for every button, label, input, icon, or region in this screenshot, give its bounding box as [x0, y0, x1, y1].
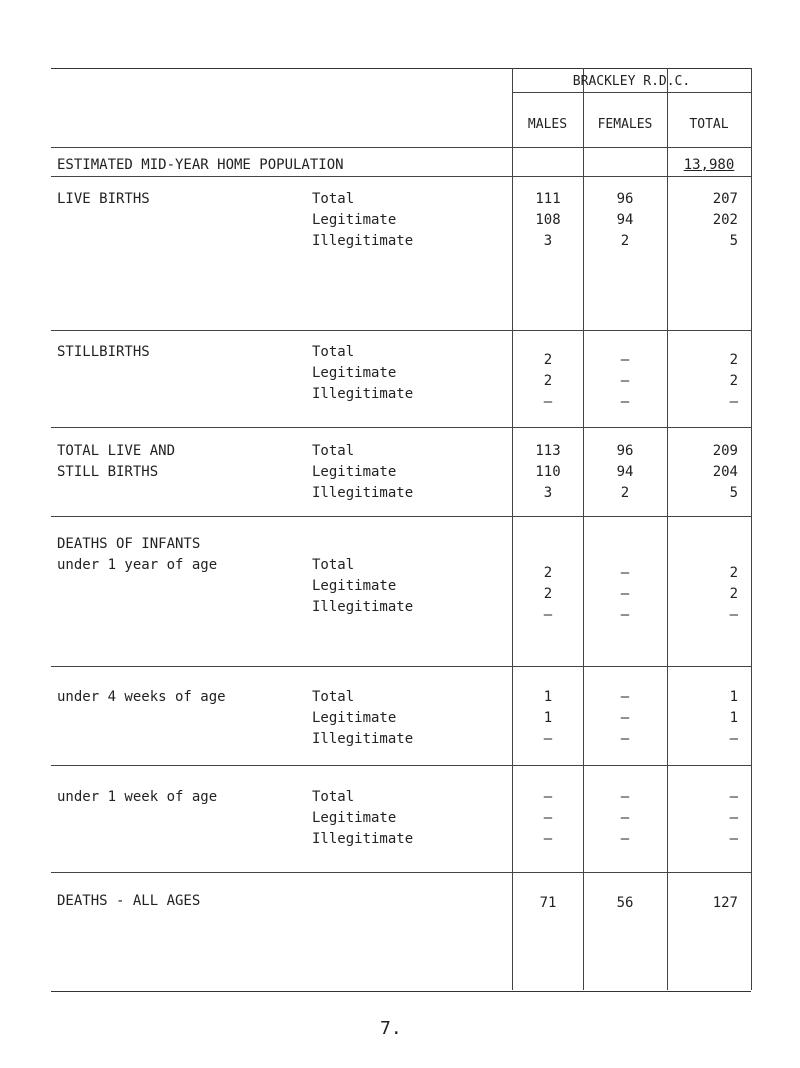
- section-title: under 4 weeks of age: [57, 689, 226, 705]
- row-label: Legitimate: [312, 710, 397, 726]
- cell-total: 2: [729, 586, 738, 602]
- cell-total: 2: [729, 373, 738, 389]
- section-title: DEATHS OF INFANTS: [57, 536, 201, 552]
- cell-females: 96: [616, 443, 634, 459]
- cell-males: –: [543, 789, 553, 805]
- cell-males: 108: [535, 212, 561, 228]
- row-label: Total: [312, 443, 355, 459]
- section-title-line2: STILL BIRTHS: [57, 464, 159, 480]
- cell-total: 209: [712, 443, 738, 459]
- row-label: Legitimate: [312, 365, 397, 381]
- cell-females: –: [620, 352, 630, 368]
- section-title: LIVE BIRTHS: [57, 191, 150, 207]
- cell-males: 2: [543, 352, 553, 368]
- row-label: Total: [312, 557, 355, 573]
- column-divider-females: [583, 68, 584, 990]
- cell-females: –: [620, 689, 630, 705]
- row-label: Illegitimate: [312, 233, 414, 249]
- cell-males: 1: [543, 710, 553, 726]
- row-label: Total: [312, 789, 355, 805]
- cell-total: –: [729, 789, 738, 805]
- cell-total: 2: [729, 565, 738, 581]
- cell-total: 5: [729, 485, 738, 501]
- cell-males: –: [543, 607, 553, 623]
- row-divider-infant-4wk: [51, 765, 751, 766]
- row-label: Illegitimate: [312, 386, 414, 402]
- cell-males: –: [543, 831, 553, 847]
- row-label: Illegitimate: [312, 485, 414, 501]
- row-label: Legitimate: [312, 212, 397, 228]
- cell-males: 2: [543, 586, 553, 602]
- row-label: Illegitimate: [312, 731, 414, 747]
- cell-total: 1: [729, 710, 738, 726]
- cell-females: 96: [616, 191, 634, 207]
- section-title: TOTAL LIVE AND: [57, 443, 176, 459]
- population-label: ESTIMATED MID-YEAR HOME POPULATION: [57, 157, 344, 173]
- cell-total: –: [729, 607, 738, 623]
- cell-males: 113: [535, 443, 561, 459]
- cell-total: 204: [712, 464, 738, 480]
- row-label: Total: [312, 191, 355, 207]
- cell-total: –: [729, 831, 738, 847]
- cell-females: –: [620, 586, 630, 602]
- row-divider-stillbirths: [51, 427, 751, 428]
- col-header-males: MALES: [527, 117, 568, 132]
- cell-total: –: [729, 394, 738, 410]
- cell-total: 1: [729, 689, 738, 705]
- cell-females: –: [620, 373, 630, 389]
- row-label: Legitimate: [312, 464, 397, 480]
- cell-females: –: [620, 394, 630, 410]
- district-title: BRACKLEY R.D.C.: [572, 74, 691, 89]
- cell-females: –: [620, 565, 630, 581]
- cell-females: –: [620, 731, 630, 747]
- cell-males: –: [543, 394, 553, 410]
- section-title-line2: under 1 year of age: [57, 557, 218, 573]
- row-label: Total: [312, 689, 355, 705]
- population-total: 13,980: [683, 157, 735, 173]
- cell-total: –: [729, 810, 738, 826]
- row-divider-district: [512, 92, 751, 93]
- cell-males: 1: [543, 689, 553, 705]
- row-divider-live-births: [51, 330, 751, 331]
- row-divider-header: [51, 147, 751, 148]
- section-title: under 1 week of age: [57, 789, 218, 805]
- cell-total: 127: [712, 895, 738, 911]
- cell-males: –: [543, 731, 553, 747]
- cell-males: 111: [535, 191, 561, 207]
- row-divider-total-births: [51, 516, 751, 517]
- cell-males: 2: [543, 373, 553, 389]
- cell-total: 5: [729, 233, 738, 249]
- col-header-total: TOTAL: [689, 117, 729, 132]
- cell-females: –: [620, 810, 630, 826]
- cell-total: 2: [729, 352, 738, 368]
- cell-females: –: [620, 607, 630, 623]
- cell-females: 94: [616, 212, 634, 228]
- section-title: DEATHS - ALL AGES: [57, 893, 201, 909]
- col-header-females: FEMALES: [597, 117, 653, 132]
- row-label: Legitimate: [312, 578, 397, 594]
- cell-males: 110: [535, 464, 561, 480]
- page-number: 7.: [380, 1018, 402, 1039]
- row-label: Illegitimate: [312, 831, 414, 847]
- row-divider-population: [51, 176, 751, 177]
- row-label: Legitimate: [312, 810, 397, 826]
- row-label: Total: [312, 344, 355, 360]
- cell-females: 94: [616, 464, 634, 480]
- column-divider-right: [751, 68, 752, 990]
- cell-males: 2: [543, 565, 553, 581]
- cell-males: 3: [543, 485, 553, 501]
- cell-males: –: [543, 810, 553, 826]
- cell-males: 3: [543, 233, 553, 249]
- cell-females: –: [620, 710, 630, 726]
- row-label: Illegitimate: [312, 599, 414, 615]
- row-divider-infant-1yr: [51, 666, 751, 667]
- cell-females: 2: [620, 485, 630, 501]
- row-divider-infant-1wk: [51, 872, 751, 873]
- cell-total: 202: [712, 212, 738, 228]
- cell-total: 207: [712, 191, 738, 207]
- column-divider-total: [667, 68, 668, 990]
- section-title: STILLBIRTHS: [57, 344, 150, 360]
- cell-females: –: [620, 831, 630, 847]
- cell-males: 71: [539, 895, 557, 911]
- cell-females: –: [620, 789, 630, 805]
- cell-total: –: [729, 731, 738, 747]
- cell-females: 2: [620, 233, 630, 249]
- cell-females: 56: [616, 895, 634, 911]
